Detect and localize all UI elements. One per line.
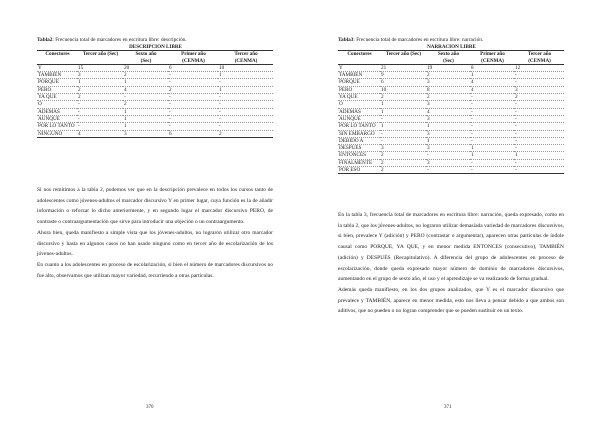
table-row <box>338 115 564 122</box>
count-cell: 2 <box>426 94 470 101</box>
count-cell: 2 <box>380 152 426 159</box>
count-cell: 15 <box>77 64 123 71</box>
count-cell: - <box>77 101 123 108</box>
count-cell: - <box>218 108 273 115</box>
count-cell: - <box>470 137 514 144</box>
table-3-caption-label: Tabla3 <box>338 37 354 43</box>
count-cell: 2 <box>168 86 218 93</box>
table-row <box>37 64 273 71</box>
table-row <box>37 123 273 130</box>
connector-cell: DEBIDO A <box>338 137 380 144</box>
count-cell: - <box>77 108 123 115</box>
count-cell: - <box>514 108 564 115</box>
page-number: 370 <box>146 405 154 410</box>
count-cell: 1 <box>77 79 123 86</box>
table-row <box>37 130 273 137</box>
count-cell: 1 <box>470 152 514 159</box>
count-cell: - <box>514 123 564 130</box>
connector-cell: DESPUÉS <box>338 145 380 152</box>
count-cell: 1 <box>218 86 273 93</box>
table-3-caption <box>338 37 483 43</box>
count-cell: - <box>470 167 514 174</box>
table-row <box>37 101 273 108</box>
paragraph: Ahora bien, queda manifiesto a simple vista que los jóvenes-adultos, no lograron utilizar otro marcador discursivo y hasta en algunos casos no han usado ninguno como en tercer año de escolarización de los jóvenes-adultos. <box>37 229 273 258</box>
count-cell: - <box>514 137 564 144</box>
connector-cell: POR LO TANTO <box>338 123 380 130</box>
count-cell: - <box>168 123 218 130</box>
count-cell: 21 <box>380 64 426 71</box>
count-cell: - <box>514 145 564 152</box>
table-row <box>338 79 564 86</box>
count-cell: 3 <box>426 101 470 108</box>
right-page <box>300 0 600 424</box>
count-cell: 2 <box>123 72 168 79</box>
page-number: 371 <box>444 405 452 410</box>
table-2-subheader: (CENMA) <box>168 58 218 65</box>
table-2-caption-text: : Frecuencia total de marcadores en escritura libre: descripción. <box>52 37 187 43</box>
count-cell: 3 <box>380 145 426 152</box>
count-cell: - <box>470 108 514 115</box>
count-cell: 3 <box>426 115 470 122</box>
left-body-text <box>37 185 273 281</box>
paragraph: Además queda manifiesto, en los dos grupos analizados, que Y es el marcador discursivo que prevalece y TAMBIÉN, aparece en menor medida, esto nos lleva a pensar debido a que ambos son aditivos, que no pueden o no logran comprender que se pueden sustituir en un texto. <box>338 286 564 315</box>
connector-cell: PORQUE <box>37 79 77 86</box>
count-cell: 8 <box>426 86 470 93</box>
connector-cell: O <box>338 101 380 108</box>
table-row <box>37 72 273 79</box>
connector-cell: ADEMÁS <box>338 108 380 115</box>
count-cell: 4 <box>470 79 514 86</box>
count-cell: 2 <box>380 167 426 174</box>
count-cell: 1 <box>380 123 426 130</box>
count-cell: - <box>218 79 273 86</box>
connector-cell: NINGUNO <box>37 130 77 137</box>
count-cell: - <box>470 130 514 137</box>
count-cell: - <box>168 72 218 79</box>
count-cell: - <box>514 130 564 137</box>
table-3-header: Primer año <box>480 51 505 58</box>
table-row <box>338 130 564 137</box>
connector-cell: TAMBIÉN <box>37 72 77 79</box>
table-row <box>338 64 564 71</box>
table-row <box>37 79 273 86</box>
count-cell: 10 <box>218 64 273 71</box>
count-cell: - <box>77 123 123 130</box>
table-2-caption <box>37 37 187 43</box>
count-cell: 4 <box>426 108 470 115</box>
table-2 <box>37 44 273 138</box>
count-cell: - <box>218 115 273 122</box>
count-cell: - <box>168 115 218 122</box>
table-row <box>338 72 564 79</box>
connector-cell: ENTONCES <box>338 152 380 159</box>
connector-cell: Y <box>37 64 77 71</box>
count-cell: 2 <box>77 94 123 101</box>
count-cell: 2 <box>380 94 426 101</box>
count-cell: - <box>426 167 470 174</box>
table-3-caption-text: : Frecuencia total de marcadores en escritura libre: narración. <box>353 37 484 43</box>
count-cell: 1 <box>123 123 168 130</box>
connector-cell: PERO <box>338 86 380 93</box>
count-cell: 2 <box>123 101 168 108</box>
count-cell: - <box>470 115 514 122</box>
count-cell: 2 <box>218 130 273 137</box>
count-cell: 1 <box>218 72 273 79</box>
table-row <box>338 108 564 115</box>
count-cell: - <box>218 123 273 130</box>
connector-cell: YA QUE <box>338 94 380 101</box>
count-cell: - <box>470 101 514 108</box>
count-cell: 6 <box>380 79 426 86</box>
count-cell: 1 <box>123 79 168 86</box>
connector-cell: FINALMENTE <box>338 159 380 166</box>
count-cell: - <box>380 137 426 144</box>
table-3-subheader: (CENMA) <box>514 58 564 65</box>
count-cell: 1 <box>470 72 514 79</box>
count-cell: - <box>514 72 564 79</box>
table-row <box>338 86 564 93</box>
count-cell: 6 <box>168 130 218 137</box>
count-cell: - <box>514 167 564 174</box>
connector-cell: ADEMÁS <box>37 108 77 115</box>
table-2-header: Primer año <box>181 51 206 58</box>
table-row <box>338 101 564 108</box>
count-cell: - <box>380 115 426 122</box>
count-cell: - <box>470 123 514 130</box>
table-2-header: Tercer año (Sec) <box>82 51 119 58</box>
count-cell: 12 <box>514 64 564 71</box>
count-cell: - <box>470 94 514 101</box>
count-cell: 3 <box>426 79 470 86</box>
count-cell: 10 <box>380 86 426 93</box>
connector-cell: YA QUE <box>37 94 77 101</box>
table-row <box>338 167 564 174</box>
count-cell: - <box>218 94 273 101</box>
count-cell: - <box>123 94 168 101</box>
connector-cell: TAMBIÉN <box>338 72 380 79</box>
connector-cell: Y <box>338 64 380 71</box>
count-cell: - <box>514 101 564 108</box>
count-cell: - <box>77 115 123 122</box>
count-cell: - <box>168 79 218 86</box>
table-3-header: Tercer año <box>527 51 552 58</box>
count-cell: 19 <box>426 64 470 71</box>
table-row <box>338 123 564 130</box>
count-cell: 6 <box>168 64 218 71</box>
count-cell: - <box>168 94 218 101</box>
count-cell: 9 <box>380 72 426 79</box>
count-cell: - <box>426 152 470 159</box>
count-cell: - <box>168 101 218 108</box>
count-cell: 4 <box>470 86 514 93</box>
connector-cell: PERO <box>37 86 77 93</box>
count-cell: - <box>168 108 218 115</box>
table-3-header: Conectores <box>347 51 372 58</box>
right-body-text <box>338 210 564 317</box>
count-cell: 1 <box>426 137 470 144</box>
count-cell: 1 <box>380 101 426 108</box>
count-cell: 20 <box>123 64 168 71</box>
table-2-header: Conectores <box>45 51 70 58</box>
count-cell: - <box>514 159 564 166</box>
count-cell: - <box>470 159 514 166</box>
count-cell: 3 <box>514 86 564 93</box>
connector-cell: SIN EMBARGO <box>338 130 380 137</box>
table-2-caption-label: Tabla2 <box>37 37 53 43</box>
table-3-header: Tercer año (Sec) <box>385 51 422 58</box>
table-2-subheader: (Sec) <box>123 58 168 65</box>
table-row <box>37 108 273 115</box>
count-cell: 3 <box>426 130 470 137</box>
connector-cell: AUNQUE <box>338 115 380 122</box>
count-cell: 2 <box>77 86 123 93</box>
count-cell: - <box>380 130 426 137</box>
count-cell: 3 <box>426 159 470 166</box>
count-cell: 4 <box>77 130 123 137</box>
connector-cell: PORQUE <box>338 79 380 86</box>
table-row <box>37 115 273 122</box>
count-cell: - <box>514 79 564 86</box>
connector-cell: POR LO TANTO <box>37 123 77 130</box>
table-3-subheader: (CENMA) <box>470 58 514 65</box>
paragraph: En cuanto a los adolescentes en proceso de escolarización, si bien el número de marcadores discursivos no fue alto, observamos que utilizan mayor variedad, recurriendo a otras partículas. <box>37 261 273 279</box>
connector-cell: POR ESO <box>338 167 380 174</box>
table-2-title: DESCRIPCIÓN LIBRE <box>37 44 273 51</box>
count-cell: 2 <box>380 159 426 166</box>
count-cell: 1 <box>514 152 564 159</box>
paragraph: En la tabla 3, frecuencia total de marcadores en escritura libre: narración, queda expresado, como en la tabla 2, que los jóvenes-adultos, no lograron utilizar demasiada variedad de marcadores discursivos, si bien, prevalece Y (adición) y PERO (contrastar o argumentar), aparecen otras partículas de índole causal como PORQUE, YA QUE, y en menor medida ENTONCES (consecutivo), TAMBIÉN (adición) y DESPUÉS (Recapitulativo). A diferencia del grupo de adolescentes en proceso de escolarización, donde queda expresado mayor número de dominio de marcadores discursivos, aumentando en el grupo de sexto año, el uso y el aprendizaje se va realizando de forma gradual. <box>338 212 564 283</box>
count-cell: 3 <box>123 130 168 137</box>
count-cell: 1 <box>426 123 470 130</box>
table-3-subheader: (Sec) <box>426 58 470 65</box>
count-cell: 1 <box>470 145 514 152</box>
table-row <box>338 94 564 101</box>
table-3-header: Sexto año <box>437 51 460 58</box>
table-row <box>338 152 564 159</box>
table-2-subheader <box>37 58 77 65</box>
count-cell: 1 <box>123 108 168 115</box>
table-2-subheader <box>77 58 123 65</box>
table-2-header: Sexto año <box>135 51 157 58</box>
count-cell: 2 <box>426 72 470 79</box>
count-cell: 2 <box>514 94 564 101</box>
count-cell: 3 <box>77 72 123 79</box>
table-3-subheader <box>380 58 426 65</box>
count-cell: - <box>218 101 273 108</box>
table-2-header: Tercer año <box>234 51 258 58</box>
table-row <box>338 145 564 152</box>
count-cell: 3 <box>426 145 470 152</box>
count-cell: 8 <box>470 64 514 71</box>
table-3 <box>338 44 564 174</box>
table-2-subheader: (CENMA) <box>218 58 273 65</box>
connector-cell: O <box>37 101 77 108</box>
count-cell: 4 <box>123 86 168 93</box>
paragraph: Si nos remitimos a la tabla 2, podemos ver que en la descripción prevalece en todos los cursos tanto de adolescentes como jóvenes-adultos el marcador discursivo Y en primer lugar, cuya función es la de añadir información o reforzar lo dicho anteriormente, y en segundo lugar el marcador discursivo PERO, de contraste o contraargumentación que sirve para introducir una objeción o un contraargumento. <box>37 187 273 226</box>
table-3-title: NARRACIÓN LIBRE <box>338 44 564 51</box>
table-3-subheader <box>338 58 380 65</box>
table-row <box>37 94 273 101</box>
connector-cell: AUNQUE <box>37 115 77 122</box>
count-cell: 1 <box>380 108 426 115</box>
table-row <box>338 137 564 144</box>
count-cell: - <box>514 115 564 122</box>
table-row <box>338 159 564 166</box>
table-row <box>37 86 273 93</box>
count-cell: 1 <box>123 115 168 122</box>
